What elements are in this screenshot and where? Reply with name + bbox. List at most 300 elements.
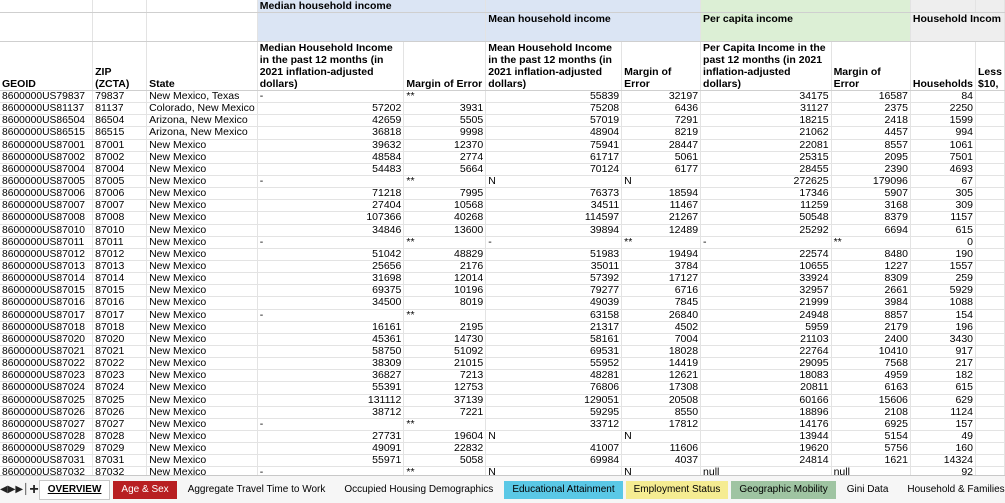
per-capita-income-cell[interactable]: 13944 xyxy=(701,430,832,442)
zip-cell[interactable]: 87031 xyxy=(93,455,147,467)
median-income-cell[interactable]: - xyxy=(257,236,404,248)
margin-of-error-cell[interactable]: 7291 xyxy=(622,115,701,127)
zip-cell[interactable]: 87015 xyxy=(93,285,147,297)
zip-cell[interactable]: 87024 xyxy=(93,382,147,394)
margin-of-error-cell[interactable]: 5154 xyxy=(831,430,910,442)
mean-income-cell[interactable]: - xyxy=(486,236,622,248)
zip-cell[interactable]: 87021 xyxy=(93,345,147,357)
less-than-10k-cell[interactable] xyxy=(976,91,1005,103)
less-than-10k-cell[interactable] xyxy=(976,443,1005,455)
median-income-cell[interactable]: 34500 xyxy=(257,297,404,309)
geoid-cell[interactable]: 8600000US87011 xyxy=(0,236,93,248)
per-capita-income-group-header[interactable]: Per capita income xyxy=(701,13,911,42)
margin-of-error-cell[interactable]: 18028 xyxy=(622,345,701,357)
geoid-cell[interactable]: 8600000US87012 xyxy=(0,248,93,260)
state-cell[interactable]: New Mexico xyxy=(147,236,258,248)
geoid-cell[interactable]: 8600000US87031 xyxy=(0,455,93,467)
geoid-cell[interactable]: 8600000US87025 xyxy=(0,394,93,406)
households-cell[interactable]: 160 xyxy=(910,443,975,455)
state-cell[interactable]: New Mexico xyxy=(147,297,258,309)
margin-of-error-cell[interactable]: 179096 xyxy=(831,175,910,187)
state-cell[interactable]: New Mexico xyxy=(147,321,258,333)
margin-of-error-cell[interactable]: N xyxy=(622,175,701,187)
margin-of-error-cell[interactable]: 8219 xyxy=(622,127,701,139)
sheet-tab[interactable]: Educational Attainment xyxy=(504,481,622,499)
state-cell[interactable]: New Mexico xyxy=(147,188,258,200)
margin-of-error-cell[interactable]: 19604 xyxy=(404,430,486,442)
state-cell[interactable]: New Mexico xyxy=(147,467,258,475)
table-row[interactable] xyxy=(0,418,1005,430)
households-cell[interactable]: 917 xyxy=(910,345,975,357)
per-capita-income-cell[interactable]: 24814 xyxy=(701,455,832,467)
less-than-10k-cell[interactable] xyxy=(976,382,1005,394)
per-capita-income-cell[interactable]: 34175 xyxy=(701,91,832,103)
margin-of-error-cell[interactable]: 2108 xyxy=(831,406,910,418)
mean-income-cell[interactable]: 57019 xyxy=(486,115,622,127)
mean-income-cell[interactable]: 69531 xyxy=(486,345,622,357)
per-capita-income-cell[interactable]: 14176 xyxy=(701,418,832,430)
geoid-cell[interactable]: 8600000US86504 xyxy=(0,115,93,127)
per-capita-income-cell[interactable]: 20811 xyxy=(701,382,832,394)
per-capita-income-cell[interactable]: 50548 xyxy=(701,212,832,224)
mean-income-cell[interactable]: 114597 xyxy=(486,212,622,224)
margin-of-error-cell[interactable]: 5756 xyxy=(831,443,910,455)
zip-cell[interactable]: 87023 xyxy=(93,370,147,382)
mean-income-cell[interactable]: 58161 xyxy=(486,333,622,345)
mean-income-cell[interactable]: 55839 xyxy=(486,91,622,103)
state-cell[interactable]: New Mexico xyxy=(147,309,258,321)
sheet-tab[interactable]: Gini Data xyxy=(839,481,897,499)
households-cell[interactable]: 1599 xyxy=(910,115,975,127)
margin-of-error-cell[interactable]: 15606 xyxy=(831,394,910,406)
zip-cell[interactable]: 87014 xyxy=(93,273,147,285)
state-cell[interactable]: New Mexico xyxy=(147,260,258,272)
margin-of-error-cell[interactable]: 6436 xyxy=(622,103,701,115)
less-than-10k-cell[interactable] xyxy=(976,200,1005,212)
zip-cell[interactable]: 87002 xyxy=(93,151,147,163)
margin-of-error-cell[interactable]: 5505 xyxy=(404,115,486,127)
zip-cell[interactable]: 79837 xyxy=(93,91,147,103)
state-cell[interactable]: Arizona, New Mexico xyxy=(147,115,258,127)
households-cell[interactable]: 994 xyxy=(910,127,975,139)
median-income-cell[interactable]: 34846 xyxy=(257,224,404,236)
median-income-cell[interactable]: 16161 xyxy=(257,321,404,333)
first-sheet-icon[interactable]: ◀ xyxy=(0,484,8,495)
households-cell[interactable]: 67 xyxy=(910,175,975,187)
state-column-header[interactable]: State xyxy=(147,42,258,91)
geoid-cell[interactable]: 8600000US87032 xyxy=(0,467,93,475)
margin-of-error-column-header[interactable]: Margin of Error xyxy=(404,42,486,91)
per-capita-income-cell[interactable]: 18896 xyxy=(701,406,832,418)
margin-of-error-cell[interactable]: 2661 xyxy=(831,285,910,297)
next-sheet-icon[interactable]: ▶ xyxy=(7,484,16,495)
margin-of-error-cell[interactable]: 1621 xyxy=(831,455,910,467)
margin-of-error-cell[interactable]: 2418 xyxy=(831,115,910,127)
margin-of-error-cell[interactable]: 28447 xyxy=(622,139,701,151)
margin-of-error-cell[interactable]: 16587 xyxy=(831,91,910,103)
mean-income-cell[interactable]: 57392 xyxy=(486,273,622,285)
state-cell[interactable]: New Mexico xyxy=(147,430,258,442)
less-than-10k-cell[interactable] xyxy=(976,345,1005,357)
household-income-group-header[interactable]: Household Incom xyxy=(910,13,1004,42)
margin-of-error-cell[interactable]: ** xyxy=(404,91,486,103)
zip-cell[interactable]: 87020 xyxy=(93,333,147,345)
median-income-cell[interactable]: - xyxy=(257,175,404,187)
zip-cell[interactable]: 81137 xyxy=(93,103,147,115)
less-than-10k-cell[interactable] xyxy=(976,467,1005,475)
per-capita-income-cell[interactable]: 28455 xyxy=(701,163,832,175)
sheet-tab[interactable]: Aggregate Travel Time to Work xyxy=(180,481,334,499)
households-cell[interactable]: 5929 xyxy=(910,285,975,297)
zip-cell[interactable]: 87007 xyxy=(93,200,147,212)
per-capita-income-cell[interactable]: 22081 xyxy=(701,139,832,151)
state-cell[interactable]: New Mexico xyxy=(147,175,258,187)
households-cell[interactable]: 1157 xyxy=(910,212,975,224)
state-cell[interactable]: New Mexico xyxy=(147,455,258,467)
state-cell[interactable]: Colorado, New Mexico xyxy=(147,103,258,115)
median-income-cell[interactable]: - xyxy=(257,467,404,475)
table-row[interactable] xyxy=(0,260,1005,272)
zip-cell[interactable]: 86504 xyxy=(93,115,147,127)
margin-of-error-cell[interactable]: 7221 xyxy=(404,406,486,418)
margin-of-error-cell[interactable]: 12621 xyxy=(622,370,701,382)
margin-of-error-column-header[interactable]: Margin of Error xyxy=(622,42,701,91)
state-cell[interactable]: Arizona, New Mexico xyxy=(147,127,258,139)
margin-of-error-cell[interactable]: 7004 xyxy=(622,333,701,345)
per-capita-income-cell[interactable]: 11259 xyxy=(701,200,832,212)
margin-of-error-cell[interactable]: 8019 xyxy=(404,297,486,309)
margin-of-error-cell[interactable]: ** xyxy=(404,175,486,187)
geoid-cell[interactable]: 8600000US87028 xyxy=(0,430,93,442)
geoid-cell[interactable]: 8600000US87020 xyxy=(0,333,93,345)
margin-of-error-cell[interactable]: 3784 xyxy=(622,260,701,272)
margin-of-error-cell[interactable]: 6163 xyxy=(831,382,910,394)
margin-of-error-cell[interactable]: 12014 xyxy=(404,273,486,285)
median-income-cell[interactable]: 27404 xyxy=(257,200,404,212)
margin-of-error-cell[interactable]: ** xyxy=(404,236,486,248)
median-income-cell[interactable]: 36818 xyxy=(257,127,404,139)
margin-of-error-cell[interactable]: 17308 xyxy=(622,382,701,394)
households-cell[interactable]: 1088 xyxy=(910,297,975,309)
zip-cell[interactable]: 87001 xyxy=(93,139,147,151)
per-capita-income-cell[interactable]: 21999 xyxy=(701,297,832,309)
households-cell[interactable]: 7501 xyxy=(910,151,975,163)
last-sheet-icon[interactable]: ▶│ xyxy=(15,484,30,495)
median-income-cell[interactable]: 27731 xyxy=(257,430,404,442)
state-cell[interactable]: New Mexico xyxy=(147,139,258,151)
households-cell[interactable]: 92 xyxy=(910,467,975,475)
median-income-cell[interactable]: 36827 xyxy=(257,370,404,382)
margin-of-error-cell[interactable]: 17812 xyxy=(622,418,701,430)
margin-of-error-cell[interactable]: 4502 xyxy=(622,321,701,333)
less-than-10k-cell[interactable] xyxy=(976,406,1005,418)
households-cell[interactable]: 1557 xyxy=(910,260,975,272)
zip-cell[interactable]: 86515 xyxy=(93,127,147,139)
geoid-cell[interactable]: 8600000US87022 xyxy=(0,358,93,370)
table-row[interactable] xyxy=(0,333,1005,345)
table-row[interactable] xyxy=(0,443,1005,455)
table-row[interactable] xyxy=(0,345,1005,357)
median-income-cell[interactable]: 45361 xyxy=(257,333,404,345)
geoid-cell[interactable]: 8600000US87002 xyxy=(0,151,93,163)
geoid-cell[interactable]: 8600000US87007 xyxy=(0,200,93,212)
sheet-tab[interactable]: OVERVIEW xyxy=(39,480,111,500)
state-cell[interactable]: New Mexico xyxy=(147,394,258,406)
median-income-cell[interactable]: 48584 xyxy=(257,151,404,163)
zip-cell[interactable]: 87005 xyxy=(93,175,147,187)
geoid-cell[interactable]: 8600000US87005 xyxy=(0,175,93,187)
state-cell[interactable]: New Mexico xyxy=(147,273,258,285)
margin-of-error-cell[interactable]: ** xyxy=(404,418,486,430)
margin-of-error-cell[interactable]: 18594 xyxy=(622,188,701,200)
state-cell[interactable]: New Mexico xyxy=(147,418,258,430)
sheet-tab[interactable]: Occupied Housing Demographics xyxy=(336,481,501,499)
margin-of-error-cell[interactable]: 1227 xyxy=(831,260,910,272)
margin-of-error-cell[interactable]: 3931 xyxy=(404,103,486,115)
zip-cell[interactable]: 87006 xyxy=(93,188,147,200)
households-cell[interactable]: 1124 xyxy=(910,406,975,418)
margin-of-error-cell[interactable]: 12370 xyxy=(404,139,486,151)
median-income-cell[interactable]: 107366 xyxy=(257,212,404,224)
households-cell[interactable]: 1061 xyxy=(910,139,975,151)
geoid-cell[interactable]: 8600000US87001 xyxy=(0,139,93,151)
less-than-10k-cell[interactable] xyxy=(976,248,1005,260)
margin-of-error-cell[interactable]: 4457 xyxy=(831,127,910,139)
table-row[interactable] xyxy=(0,309,1005,321)
households-cell[interactable]: 14324 xyxy=(910,455,975,467)
per-capita-income-cell[interactable]: 17346 xyxy=(701,188,832,200)
table-row[interactable] xyxy=(0,127,1005,139)
margin-of-error-cell[interactable]: ** xyxy=(831,236,910,248)
households-cell[interactable]: 0 xyxy=(910,236,975,248)
median-income-cell[interactable]: - xyxy=(257,91,404,103)
table-row[interactable] xyxy=(0,285,1005,297)
table-row[interactable] xyxy=(0,273,1005,285)
margin-of-error-cell[interactable]: 3984 xyxy=(831,297,910,309)
mean-income-cell[interactable]: 41007 xyxy=(486,443,622,455)
zip-cell[interactable]: 87004 xyxy=(93,163,147,175)
mean-income-cell[interactable]: 61717 xyxy=(486,151,622,163)
state-cell[interactable]: New Mexico xyxy=(147,443,258,455)
mean-income-cell[interactable]: 49039 xyxy=(486,297,622,309)
median-income-cell[interactable]: 58750 xyxy=(257,345,404,357)
per-capita-income-cell[interactable]: 22764 xyxy=(701,345,832,357)
zip-cell[interactable]: 87008 xyxy=(93,212,147,224)
less-than-10k-cell[interactable] xyxy=(976,212,1005,224)
median-income-cell[interactable]: 31698 xyxy=(257,273,404,285)
zip-cell[interactable]: 87026 xyxy=(93,406,147,418)
less-than-10k-cell[interactable] xyxy=(976,175,1005,187)
less-than-10k-cell[interactable] xyxy=(976,151,1005,163)
median-income-cell[interactable]: 71218 xyxy=(257,188,404,200)
state-cell[interactable]: New Mexico xyxy=(147,358,258,370)
households-cell[interactable]: 154 xyxy=(910,309,975,321)
table-row[interactable] xyxy=(0,455,1005,467)
margin-of-error-cell[interactable]: 5061 xyxy=(622,151,701,163)
table-row[interactable] xyxy=(0,236,1005,248)
zip-cell[interactable]: 87016 xyxy=(93,297,147,309)
zip-cell[interactable]: 87011 xyxy=(93,236,147,248)
less-than-10k-cell[interactable] xyxy=(976,224,1005,236)
per-capita-income-cell[interactable]: 18083 xyxy=(701,370,832,382)
mean-income-cell[interactable]: 48281 xyxy=(486,370,622,382)
table-row[interactable] xyxy=(0,163,1005,175)
state-cell[interactable]: New Mexico xyxy=(147,224,258,236)
less-than-10k-cell[interactable] xyxy=(976,260,1005,272)
mean-income-cell[interactable]: 35011 xyxy=(486,260,622,272)
geoid-cell[interactable]: 8600000US87018 xyxy=(0,321,93,333)
margin-of-error-cell[interactable]: 8379 xyxy=(831,212,910,224)
zip-cell[interactable]: 87010 xyxy=(93,224,147,236)
table-row[interactable] xyxy=(0,394,1005,406)
households-cell[interactable]: 4693 xyxy=(910,163,975,175)
less-than-10k-cell[interactable] xyxy=(976,127,1005,139)
mean-income-cell[interactable]: 59295 xyxy=(486,406,622,418)
geoid-cell[interactable]: 8600000US87004 xyxy=(0,163,93,175)
per-capita-income-cell[interactable]: 25315 xyxy=(701,151,832,163)
geoid-cell[interactable]: 8600000US87008 xyxy=(0,212,93,224)
geoid-cell[interactable]: 8600000US86515 xyxy=(0,127,93,139)
less-than-10k-cell[interactable] xyxy=(976,163,1005,175)
per-capita-income-cell[interactable]: 22574 xyxy=(701,248,832,260)
state-cell[interactable]: New Mexico xyxy=(147,163,258,175)
margin-of-error-cell[interactable]: 26840 xyxy=(622,309,701,321)
mean-income-cell[interactable]: 76373 xyxy=(486,188,622,200)
margin-of-error-cell[interactable]: 10410 xyxy=(831,345,910,357)
households-cell[interactable]: 49 xyxy=(910,430,975,442)
less-than-10k-cell[interactable] xyxy=(976,297,1005,309)
households-cell[interactable]: 3430 xyxy=(910,333,975,345)
median-income-cell[interactable]: 49091 xyxy=(257,443,404,455)
mean-income-cell[interactable]: 21317 xyxy=(486,321,622,333)
margin-of-error-cell[interactable]: 21267 xyxy=(622,212,701,224)
less-than-10k-column-header[interactable]: Less $10, xyxy=(976,42,1005,91)
median-income-cell[interactable]: 55971 xyxy=(257,455,404,467)
geoid-cell[interactable]: 8600000US87027 xyxy=(0,418,93,430)
mean-income-cell[interactable]: 70124 xyxy=(486,163,622,175)
margin-of-error-cell[interactable]: ** xyxy=(404,467,486,475)
less-than-10k-cell[interactable] xyxy=(976,236,1005,248)
margin-of-error-cell[interactable]: 8557 xyxy=(831,139,910,151)
table-row[interactable] xyxy=(0,224,1005,236)
mean-income-cell[interactable]: 75941 xyxy=(486,139,622,151)
mean-income-cell[interactable]: 76806 xyxy=(486,382,622,394)
margin-of-error-cell[interactable]: 17127 xyxy=(622,273,701,285)
margin-of-error-cell[interactable]: ** xyxy=(404,309,486,321)
zip-column-header[interactable]: ZIP (ZCTA) xyxy=(93,42,147,91)
margin-of-error-cell[interactable]: N xyxy=(622,467,701,475)
households-cell[interactable]: 629 xyxy=(910,394,975,406)
per-capita-income-cell[interactable]: 19620 xyxy=(701,443,832,455)
median-income-column-header[interactable]: Median Household Income in the past 12 months (in 2021 inflation-adjusted dollars) xyxy=(257,42,404,91)
households-cell[interactable]: 259 xyxy=(910,273,975,285)
geoid-cell[interactable]: 8600000US87010 xyxy=(0,224,93,236)
less-than-10k-cell[interactable] xyxy=(976,188,1005,200)
margin-of-error-cell[interactable]: 8857 xyxy=(831,309,910,321)
geoid-cell[interactable]: 8600000US87013 xyxy=(0,260,93,272)
margin-of-error-cell[interactable]: 2400 xyxy=(831,333,910,345)
mean-income-cell[interactable]: N xyxy=(486,430,622,442)
state-cell[interactable]: New Mexico xyxy=(147,212,258,224)
table-row[interactable] xyxy=(0,321,1005,333)
less-than-10k-cell[interactable] xyxy=(976,455,1005,467)
margin-of-error-cell[interactable]: 12489 xyxy=(622,224,701,236)
zip-cell[interactable]: 87032 xyxy=(93,467,147,475)
margin-of-error-cell[interactable]: 5058 xyxy=(404,455,486,467)
margin-of-error-cell[interactable]: 40268 xyxy=(404,212,486,224)
zip-cell[interactable]: 87022 xyxy=(93,358,147,370)
mean-income-cell[interactable]: 34511 xyxy=(486,200,622,212)
geoid-cell[interactable]: 8600000US87006 xyxy=(0,188,93,200)
state-cell[interactable]: New Mexico xyxy=(147,151,258,163)
geoid-cell[interactable]: 8600000US79837 xyxy=(0,91,93,103)
margin-of-error-cell[interactable]: 2176 xyxy=(404,260,486,272)
margin-of-error-cell[interactable]: 20508 xyxy=(622,394,701,406)
per-capita-income-cell[interactable]: 25292 xyxy=(701,224,832,236)
margin-of-error-cell[interactable]: 32197 xyxy=(622,91,701,103)
margin-of-error-cell[interactable]: 13600 xyxy=(404,224,486,236)
state-cell[interactable]: New Mexico xyxy=(147,333,258,345)
mean-income-cell[interactable]: 79277 xyxy=(486,285,622,297)
geoid-cell[interactable]: 8600000US87029 xyxy=(0,443,93,455)
median-income-cell[interactable]: - xyxy=(257,309,404,321)
mean-income-column-header[interactable]: Mean Household Income in the past 12 months (in 2021 inflation-adjusted dollars) xyxy=(486,42,622,91)
table-row[interactable] xyxy=(0,370,1005,382)
zip-cell[interactable]: 87012 xyxy=(93,248,147,260)
margin-of-error-cell[interactable]: 7995 xyxy=(404,188,486,200)
margin-of-error-cell[interactable]: 2774 xyxy=(404,151,486,163)
margin-of-error-cell[interactable]: 8309 xyxy=(831,273,910,285)
table-row[interactable] xyxy=(0,115,1005,127)
mean-income-cell[interactable]: 63158 xyxy=(486,309,622,321)
less-than-10k-cell[interactable] xyxy=(976,370,1005,382)
zip-cell[interactable]: 87018 xyxy=(93,321,147,333)
zip-cell[interactable]: 87017 xyxy=(93,309,147,321)
add-sheet-icon[interactable]: + xyxy=(29,480,39,498)
margin-of-error-cell[interactable]: 6694 xyxy=(831,224,910,236)
state-cell[interactable]: New Mexico, Texas xyxy=(147,91,258,103)
table-row[interactable] xyxy=(0,382,1005,394)
margin-of-error-cell[interactable]: 10568 xyxy=(404,200,486,212)
margin-of-error-cell[interactable]: 6716 xyxy=(622,285,701,297)
median-income-cell[interactable]: 57202 xyxy=(257,103,404,115)
less-than-10k-cell[interactable] xyxy=(976,103,1005,115)
table-row[interactable] xyxy=(0,200,1005,212)
state-cell[interactable]: New Mexico xyxy=(147,406,258,418)
less-than-10k-cell[interactable] xyxy=(976,139,1005,151)
table-row[interactable] xyxy=(0,212,1005,224)
households-cell[interactable]: 217 xyxy=(910,358,975,370)
margin-of-error-cell[interactable]: 8550 xyxy=(622,406,701,418)
margin-of-error-cell[interactable]: N xyxy=(622,430,701,442)
table-row[interactable] xyxy=(0,188,1005,200)
households-column-header[interactable]: Households xyxy=(910,42,975,91)
margin-of-error-cell[interactable]: 22832 xyxy=(404,443,486,455)
geoid-cell[interactable]: 8600000US87014 xyxy=(0,273,93,285)
margin-of-error-cell[interactable]: 5907 xyxy=(831,188,910,200)
households-cell[interactable]: 157 xyxy=(910,418,975,430)
sheet-tab[interactable]: Geographic Mobility xyxy=(731,481,835,499)
state-cell[interactable]: New Mexico xyxy=(147,382,258,394)
table-row[interactable] xyxy=(0,406,1005,418)
less-than-10k-cell[interactable] xyxy=(976,358,1005,370)
geoid-cell[interactable]: 8600000US87024 xyxy=(0,382,93,394)
zip-cell[interactable]: 87027 xyxy=(93,418,147,430)
margin-of-error-cell[interactable]: 51092 xyxy=(404,345,486,357)
households-cell[interactable]: 305 xyxy=(910,188,975,200)
sheet-tab[interactable]: Household & Families xyxy=(899,481,1005,499)
less-than-10k-cell[interactable] xyxy=(976,333,1005,345)
